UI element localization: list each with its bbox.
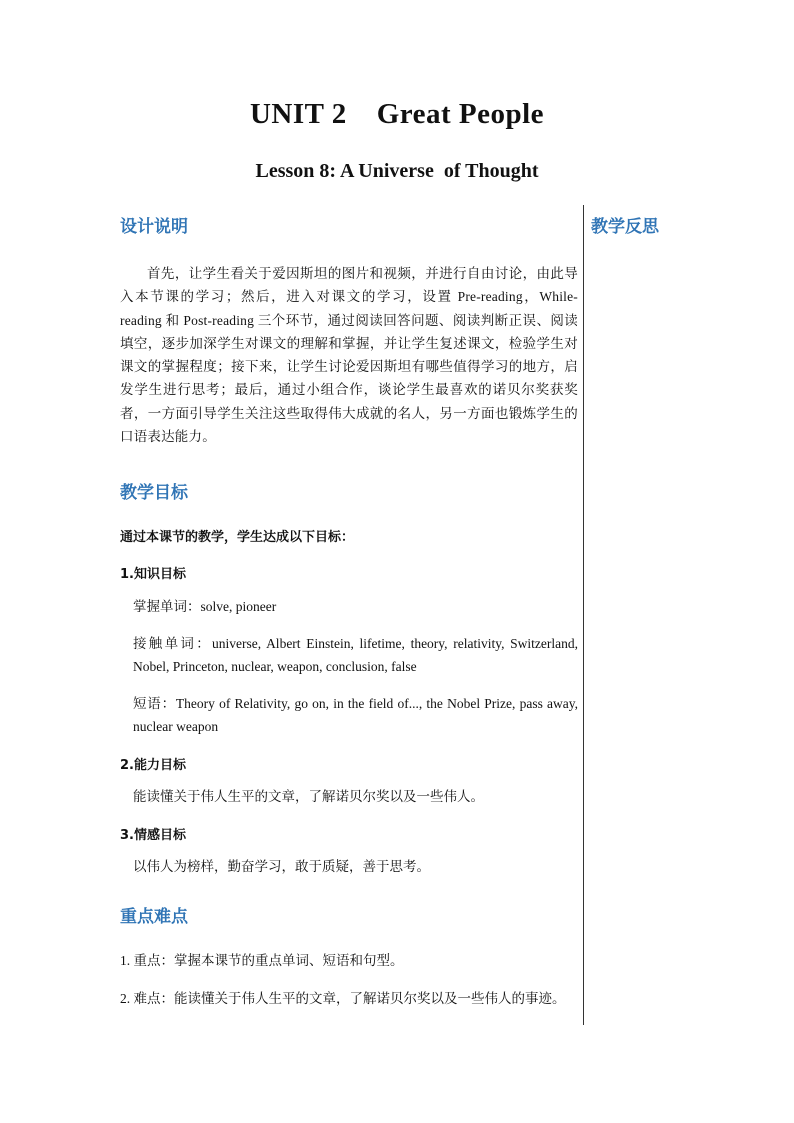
design-paragraph: 首先，让学生看关于爱因斯坦的图片和视频，并进行自由讨论，由此导入本节课的学习；然后，进入对课文的学习，设置 Pre-reading，While-reading 和 Post-reading 三个环节，通过阅读回答问题、阅读判断正误、阅读填空，逐步加深学生对课文的理解和掌握，并让学生复述课文，检验学生对课文的掌握程度；接下来，让学生讨论爱因斯坦有哪些值得学习的地方，启发学生进行思考；最后，通过小组合作，谈论学生最喜欢的诺贝尔奖获奖者，一方面引导学生关注这些取得伟大成就的名人，另一方面也锻炼学生的口语表达能力。 <box>120 266 578 445</box>
reflection-column <box>591 212 781 237</box>
keypoints-heading: 重点难点 <box>120 907 188 928</box>
unit-title <box>0 98 794 131</box>
contact-words: 接触单词：universe, Albert Einstein, lifetime, theory, relativity, Switzerland, Nobel, Princeton, nuclear, weapon, conclusion, false <box>133 636 578 675</box>
phrases: 短语：Theory of Relativity, go on, in the field of..., the Nobel Prize, pass away, nuclear weapon <box>133 696 578 735</box>
reflection-heading: 教学反思 <box>591 217 659 237</box>
unit-name: Great People <box>376 98 545 130</box>
unit-number: UNIT 2 <box>249 98 347 130</box>
column-divider <box>583 205 584 1025</box>
main-column <box>120 212 578 1010</box>
ability-text: 能读懂关于伟人生平的文章，了解诺贝尔奖以及一些伟人。 <box>133 789 484 805</box>
objectives-heading: 教学目标 <box>120 483 188 504</box>
ability-heading: 2.能力目标 <box>120 758 186 774</box>
emotion-heading: 3.情感目标 <box>120 828 186 844</box>
emotion-text: 以伟人为榜样，勤奋学习，敢于质疑，善于思考。 <box>133 859 430 875</box>
difficulty-item: 2. 难点：能读懂关于伟人生平的文章，了解诺贝尔奖以及一些伟人的事迹。 <box>120 991 566 1007</box>
master-words: 掌握单词：solve, pioneer <box>133 599 277 615</box>
knowledge-heading: 1.知识目标 <box>120 567 186 583</box>
design-heading: 设计说明 <box>120 217 188 237</box>
objectives-intro: 通过本课节的教学，学生达成以下目标： <box>120 530 355 546</box>
lesson-title: Lesson 8: A Universe of Thought <box>255 160 539 182</box>
keypoint-item: 1. 重点：掌握本课节的重点单词、短语和句型。 <box>120 953 404 969</box>
